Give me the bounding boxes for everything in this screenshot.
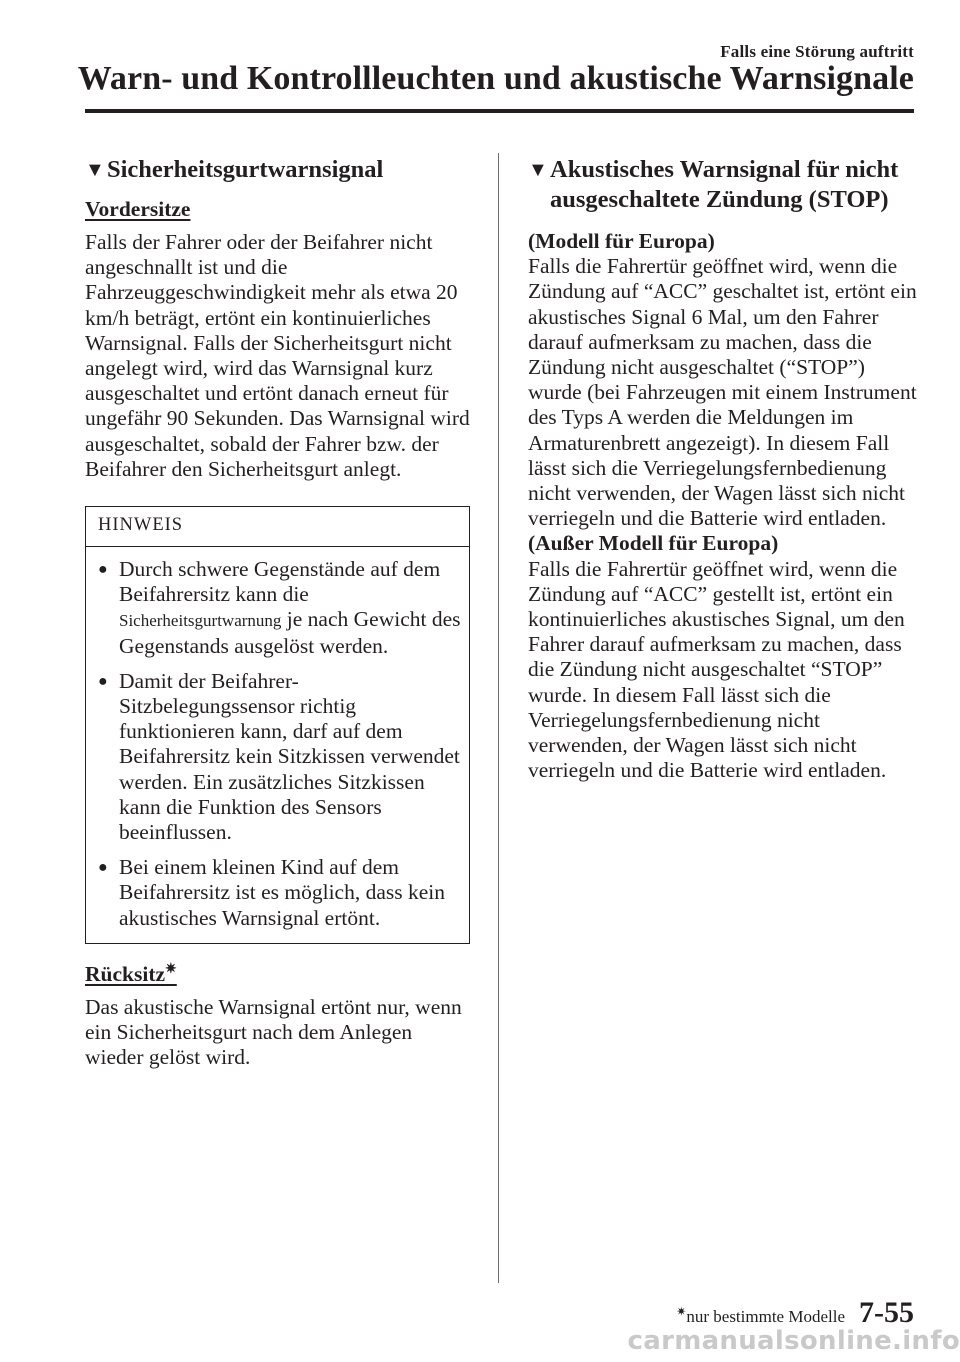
- paragraph-front-seats: Falls der Fahrer oder der Beifahrer nicht angeschnallt ist und die Fahrzeuggeschwindigkeit mehr als etwa 20 km/h beträgt, ertönt ein kontinuierliches Warnsignal. Falls der Sicherheitsgurt nicht angelegt wird, wird das Warnsignal kurz ausgeschaltet und ertönt danach erneut für ungefähr 90 Sekunden. Das Warnsignal wird ausgeschaltet, sobald der Fahrer bzw. der Beifahrer den Sicherheitsgurt anlegt.: [85, 230, 470, 481]
- column-divider: [498, 153, 499, 1283]
- label-non-europe-model: (Außer Modell für Europa): [528, 531, 779, 556]
- right-column: [528, 155, 920, 783]
- left-column: [85, 155, 470, 1070]
- bullet-dot-icon: ●: [98, 672, 108, 690]
- header-section-label: Falls eine Störung auftritt: [720, 42, 914, 61]
- subhead-rear-seat-text: Rücksitz: [85, 961, 166, 986]
- paragraph-non-europe-model: Falls die Fahrertür geöffnet wird, wenn die Zündung auf “ACC” gestellt ist, ertönt ein kontinuierliches akustisches Signal, um den Fahrer darauf aufmerksam zu machen, dass die Zündung nicht ausgeschaltet “STOP” wurde. In diesem Fall lässt sich die Verriegelungsfernbedienung nicht verwenden, der Wagen lässt sich nicht verriegeln und die Batterie wird entladen.: [528, 556, 905, 783]
- footer-note-text: nur bestimmte Modelle: [686, 1307, 845, 1326]
- page-number: 7-55: [859, 1296, 914, 1329]
- note-bullet-text: Damit der Beifahrer-Sitzbelegungssensor richtig funktionieren kann, darf auf dem Beifahrersitz kein Sitzkissen verwendet werden. Ein zusätzliches Sitzkissen kann die Funktion des Sensors beeinflussen.: [119, 668, 460, 845]
- section-heading-text: Akustisches Warnsignal für nicht ausgeschaltete Zündung (STOP): [550, 156, 899, 213]
- note-bullet-text-part: Durch schwere Gegenstände auf dem Beifahrersitz kann die: [119, 557, 441, 607]
- bullet-dot-icon: ●: [98, 561, 108, 579]
- note-body: [86, 547, 469, 943]
- note-box: [85, 506, 470, 944]
- note-bullet-text-part: je nach Gewicht des Gegenstands ausgelöst werden.: [119, 607, 461, 658]
- star-icon: ✷: [165, 961, 177, 977]
- page-footer: [676, 1296, 914, 1330]
- section-heading-ignition: [528, 155, 920, 215]
- footer-note: [676, 1304, 845, 1327]
- note-bullet-small-text: Sicherheitsgurtwarnung: [119, 611, 282, 631]
- triangle-down-icon: ▼: [528, 159, 548, 181]
- watermark: carmanualsonline.info: [627, 1326, 960, 1356]
- label-europe-model: (Modell für Europa): [528, 229, 715, 253]
- subhead-rear-seat: [85, 962, 470, 987]
- section-heading-text: Sicherheitsgurtwarnsignal: [107, 156, 384, 183]
- section-heading-seatbelt: [85, 155, 470, 185]
- note-bullet-text: Bei einem kleinen Kind auf dem Beifahrersitz ist es möglich, dass kein akustisches Warnsignal ertönt.: [119, 855, 446, 930]
- note-bullet-text: [119, 557, 461, 659]
- note-bullet-item: [98, 855, 461, 931]
- triangle-down-icon: ▼: [85, 159, 105, 181]
- note-title: HINWEIS: [86, 507, 469, 547]
- header-rule: [85, 109, 914, 113]
- subhead-front-seats: Vordersitze: [85, 197, 191, 221]
- note-bullet-item: [98, 669, 461, 845]
- paragraph-europe-model: Falls die Fahrertür geöffnet wird, wenn die Zündung auf “ACC” geschaltet ist, ertönt ein akustisches Signal 6 Mal, um den Fahrer darauf aufmerksam zu machen, dass die Zündung nicht ausgeschaltet (“STOP”) wurde (bei Fahrzeugen mit einem Instrument des Typs A werden die Meldungen im Armaturenbrett angezeigt). In diesem Fall lässt sich die Verriegelungsfernbedienung nicht verwenden, der Wagen lässt sich nicht verriegeln und die Batterie wird entladen.: [528, 254, 917, 531]
- note-bullet-item: [98, 557, 461, 659]
- page-title: Warn- und Kontrollleuchten und akustische Warnsignale: [77, 60, 914, 97]
- star-icon: ✷: [676, 1304, 687, 1319]
- bullet-dot-icon: ●: [98, 859, 108, 877]
- paragraph-rear-seat: Das akustische Warnsignal ertönt nur, wenn ein Sicherheitsgurt nach dem Anlegen wieder gelöst wird.: [85, 994, 462, 1070]
